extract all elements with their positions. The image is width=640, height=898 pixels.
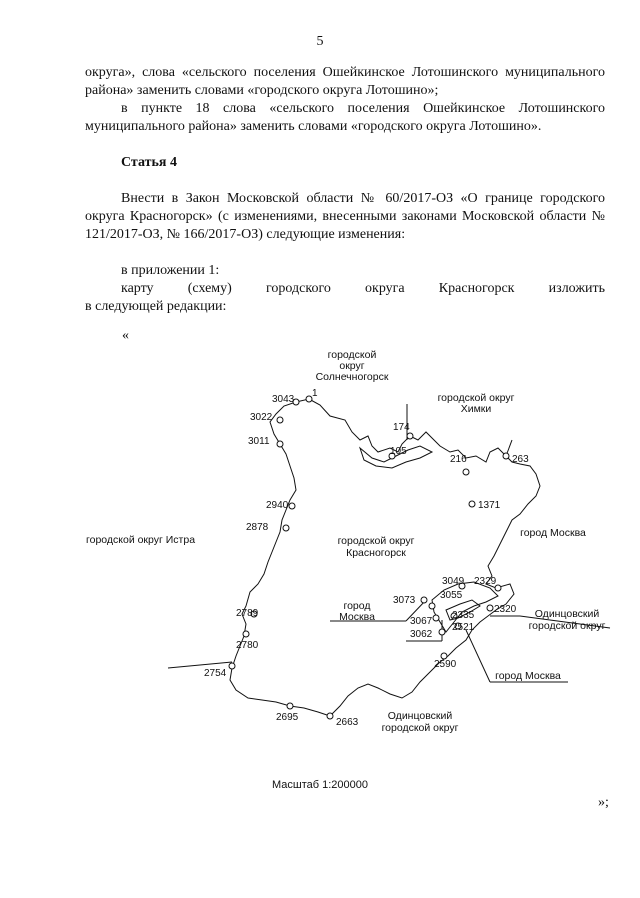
- point-label-2329: 2329: [474, 576, 497, 587]
- closing-quote: »;: [598, 795, 609, 810]
- label-odintsovo-south-1: Одинцовский: [387, 710, 453, 722]
- point-label-3067: 3067: [410, 616, 433, 627]
- point-marker-2663: [327, 713, 333, 719]
- point-label-1371: 1371: [478, 500, 501, 511]
- point-label-2335: 2335: [452, 610, 475, 621]
- label-krasnogorsk-1: городской округ: [337, 535, 415, 547]
- map-scale: Масштаб 1:200000: [272, 779, 368, 791]
- point-label-2320: 2320: [494, 604, 517, 615]
- point-label-3049: 3049: [442, 576, 465, 587]
- label-khimki-2: Химки: [460, 403, 492, 415]
- point-marker-2754: [229, 663, 235, 669]
- point-label-105: 105: [390, 446, 407, 457]
- point-label-174: 174: [393, 422, 410, 433]
- label-solnechnogorsk-2: округ: [339, 360, 365, 372]
- paragraph-article-4: Внести в Закон Московской области № 60/2017-ОЗ «О границе городского округа Красногорск» (с изменениями, внесенными законами Московской области № 121/2017-ОЗ, № 166/2017-ОЗ) следующие изменения:: [85, 191, 605, 242]
- point-label-2940: 2940: [266, 500, 289, 511]
- point-label-3073: 3073: [393, 595, 416, 606]
- point-marker-3011: [277, 441, 283, 447]
- boundary-map: [0, 330, 640, 810]
- point-label-3043: 3043: [272, 394, 295, 405]
- page-number: 5: [316, 34, 324, 49]
- point-marker-2320: [487, 605, 493, 611]
- point-marker-174: [407, 433, 413, 439]
- point-label-2695: 2695: [276, 712, 299, 723]
- point-marker-2695: [287, 703, 293, 709]
- paragraph-appendix-line3: в следующей редакции:: [85, 299, 227, 314]
- point-label-3062: 3062: [410, 629, 433, 640]
- paragraph-appendix-line2: карту (схему) городского округа Красногорск изложить: [121, 281, 605, 296]
- point-label-2521: 2521: [452, 622, 475, 633]
- point-marker-3022: [277, 417, 283, 423]
- label-solnechnogorsk-3: Солнечногорск: [315, 371, 389, 383]
- paragraph-appendix-line1: в приложении 1:: [121, 263, 220, 278]
- point-marker-216: [463, 469, 469, 475]
- point-marker-2780: [243, 631, 249, 637]
- point-marker-263: [503, 453, 509, 459]
- point-marker-3073: [421, 597, 427, 603]
- label-odintsovo-east-2: городской округ: [528, 620, 606, 632]
- point-marker-3067: [433, 615, 439, 621]
- article-heading: Статья 4: [121, 155, 177, 170]
- point-label-2789: 2789: [236, 608, 259, 619]
- label-moscow-east: город Москва: [520, 527, 586, 539]
- point-marker-3062: [439, 629, 445, 635]
- label-istra: городской округ Истра: [86, 534, 196, 546]
- label-odintsovo-east-1: Одинцовский: [534, 608, 600, 620]
- label-krasnogorsk-2: Красногорск: [346, 547, 406, 559]
- point-marker-3055: [429, 603, 435, 609]
- paragraph-amendment-1: округа», слова «сельского поселения Ошейкинское Лотошинского муниципального района» заменить словами «городского округа Лотошино»;: [85, 65, 605, 98]
- point-label-1: 1: [312, 388, 318, 399]
- point-label-2590: 2590: [434, 659, 457, 670]
- point-label-2780: 2780: [236, 640, 259, 651]
- label-khimki-1: городской округ: [437, 392, 515, 404]
- point-marker-2940: [289, 503, 295, 509]
- point-label-3011: 3011: [248, 436, 270, 447]
- label-moscow-south: город Москва: [495, 670, 561, 682]
- label-odintsovo-south-2: городской округ: [381, 722, 459, 734]
- point-label-3022: 3022: [250, 412, 273, 423]
- boundary-map-svg: [0, 330, 640, 810]
- leader-moscow-south: [466, 630, 490, 682]
- label-solnechnogorsk-1: городской: [327, 349, 377, 361]
- point-label-3055: 3055: [440, 590, 463, 601]
- point-marker-1371: [469, 501, 475, 507]
- point-label-2754: 2754: [204, 668, 227, 679]
- label-moscow-inner-1: город: [343, 600, 371, 612]
- point-label-263: 263: [512, 454, 529, 465]
- label-moscow-inner-2: Москва: [339, 611, 375, 623]
- paragraph-amendment-2: в пункте 18 слова «сельского поселения Ошейкинское Лотошинского муниципального района» заменить словами «городского округа Лотошино».: [85, 101, 605, 134]
- point-label-216: 216: [450, 454, 467, 465]
- point-label-2878: 2878: [246, 522, 269, 533]
- point-label-2663: 2663: [336, 717, 359, 728]
- point-marker-2878: [283, 525, 289, 531]
- open-quote: «: [122, 328, 129, 343]
